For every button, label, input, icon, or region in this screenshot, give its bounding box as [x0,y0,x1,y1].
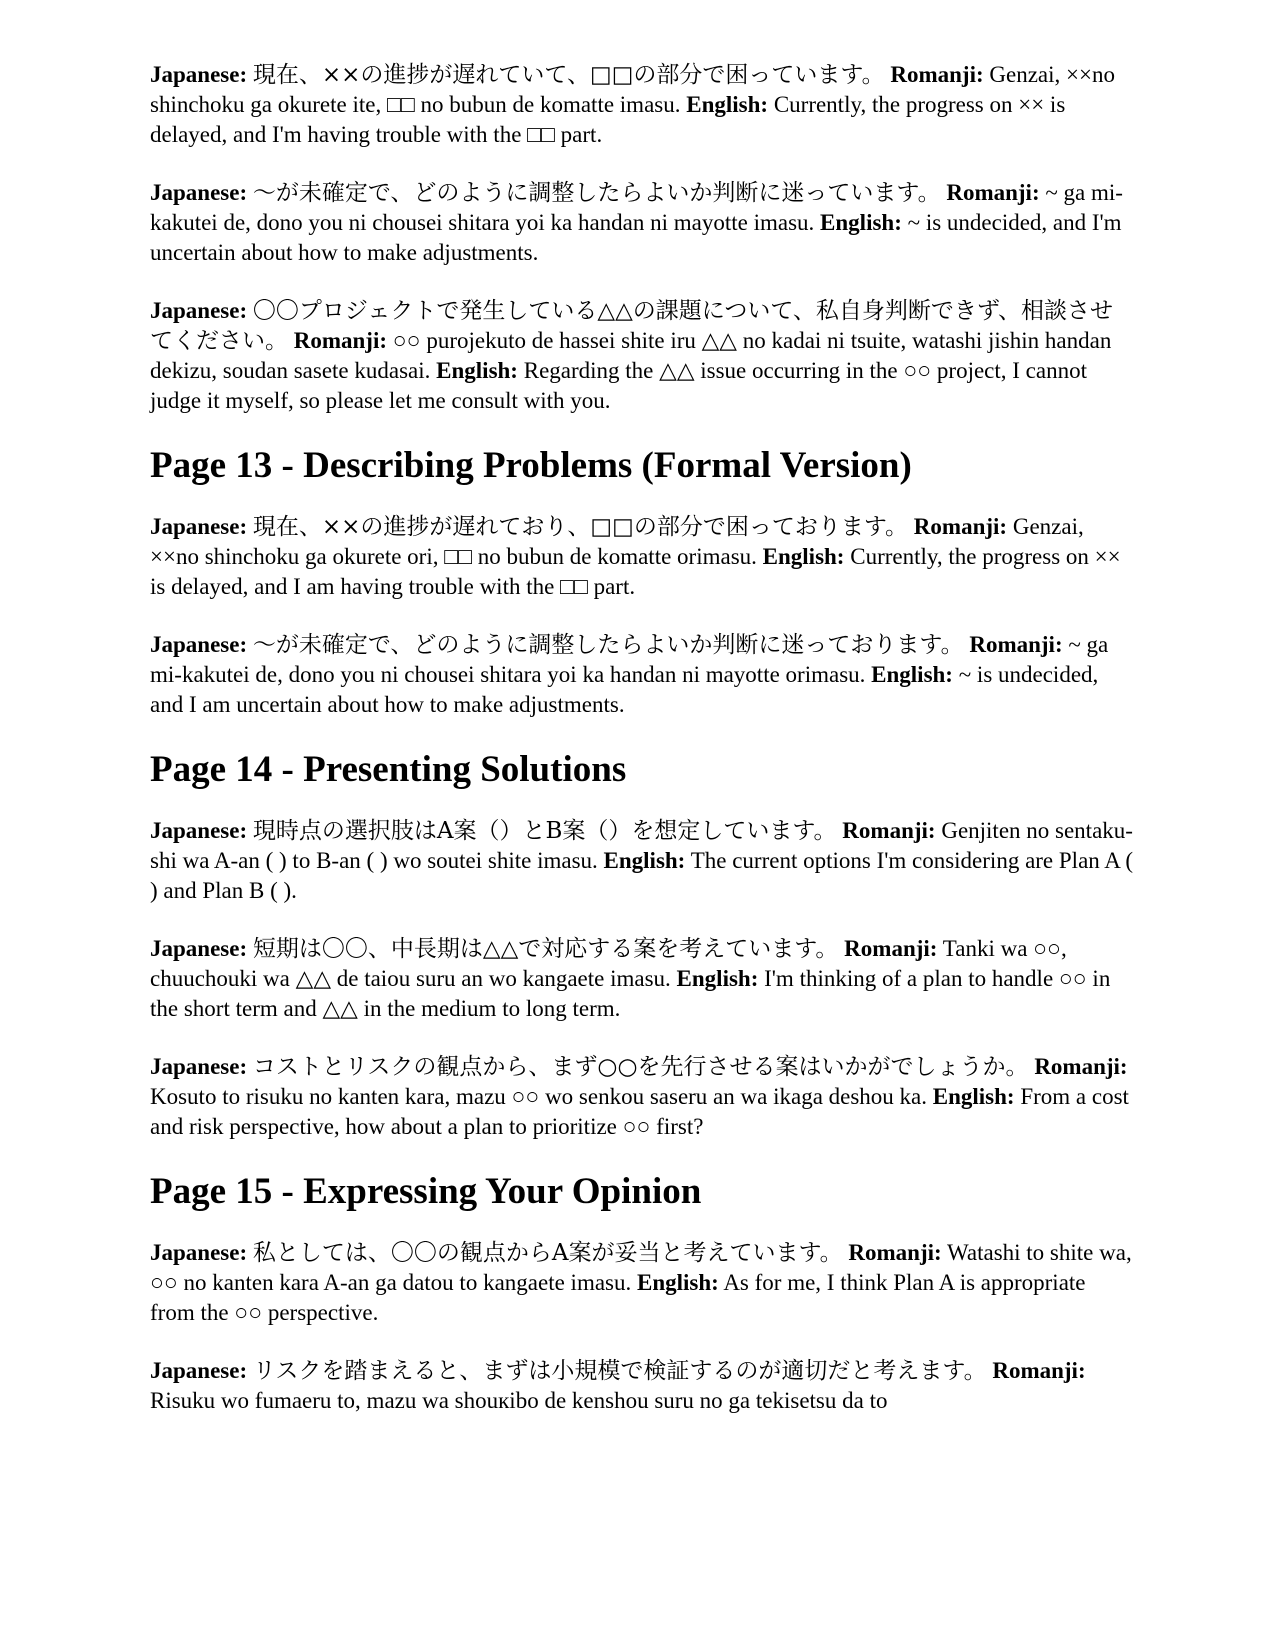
romanji-text: Kosuto to risuku no kanten kara, mazu ○○ wo senkou saseru an wa ikaga deshou ka. [150,1084,928,1109]
romanji-text: Genzai, ××no shinchoku ga okurete ori, □□ no bubun de komatte orimasu. [150,514,1084,569]
romanji-text: Genzai, ××no shinchoku ga okurete ite, □□ no bubun de komatte imasu. [150,62,1115,117]
romanji-label: Romanji: [992,1358,1086,1383]
section-continuation [150,60,1135,416]
english-text: Regarding the △△ issue occurring in the ○○ project, I cannot judge it myself, so please let me consult with you. [150,358,1087,413]
english-text: The current options I'm considering are Plan A ( ) and Plan B ( ). [150,848,1134,903]
english-text: ~ is undecided, and I'm uncertain about how to make adjustments. [150,210,1122,265]
english-text: Currently, the progress on ×× is delayed, and I am having trouble with the □□ part. [150,544,1121,599]
phrase-entry [150,934,1135,1024]
phrase-entry [150,1238,1135,1328]
english-text: From a cost and risk perspective, how about a plan to prioritize ○○ first? [150,1084,1129,1139]
english-label: English: [871,662,953,687]
phrase-entry [150,296,1135,416]
romanji-text: ○○ purojekuto de hassei shite iru △△ no kadai ni tsuite, watashi jishin handan dekizu, soudan sasete kudasai. [150,328,1112,383]
phrase-entry [150,512,1135,602]
phrase-entry [150,816,1135,906]
english-label: English: [436,358,518,383]
romanji-label: Romanji: [844,936,938,961]
english-text: I'm thinking of a plan to handle ○○ in the short term and △△ in the medium to long term. [150,966,1111,1021]
english-label: English: [820,210,902,235]
japanese-text: 短期は〇〇、中長期は△△で対応する案を考えています。 [252,936,839,962]
japanese-label: Japanese: [150,62,248,87]
romanji-label: Romanji: [890,62,984,87]
english-label: English: [762,544,845,569]
japanese-label: Japanese: [150,1358,248,1383]
section-page-15 [150,1170,1135,1416]
section-page-14 [150,748,1135,1142]
section-heading: Page 14 - Presenting Solutions [150,749,627,790]
romanji-label: Romanji: [913,514,1008,539]
japanese-label: Japanese: [150,1240,248,1265]
english-label: English: [637,1270,719,1295]
romanji-text: ~ ga mi-kakutei de, dono you ni chousei shitara yoi ka handan ni mayotte orimasu. [150,632,1109,687]
romanji-text: Watashi to shite wa, ○○ no kanten kara A-an ga datou to kangaete imasu. [150,1240,1132,1295]
romanji-label: Romanji: [293,328,388,353]
phrase-entry [150,1052,1135,1142]
japanese-label: Japanese: [150,298,248,323]
romanji-label: Romanji: [969,632,1063,657]
romanji-text: Tanki wa ○○, chuuchouki wa △△ de taiou suru an wo kangaete imasu. [150,936,1067,991]
romanji-text: Genjiten no sentaku-shi wa A-an ( ) to B-an ( ) wo soutei shite imasu. [150,818,1133,873]
english-label: English: [603,848,686,873]
english-label: English: [686,92,769,117]
japanese-text: コストとリスクの観点から、まず○○を先行させる案はいかがでしょうか。 [252,1054,1029,1080]
japanese-text: 現在、××の進捗が遅れており、□□の部分で困っております。 [252,514,909,540]
romanji-text: ~ ga mi-kakutei de, dono you ni chousei shitara yoi ka handan ni mayotte imasu. [150,180,1123,235]
english-text: As for me, I think Plan A is appropriate from the ○○ perspective. [150,1270,1086,1325]
phrase-entry [150,1356,1135,1416]
romanji-label: Romanji: [946,180,1040,205]
english-text: ~ is undecided, and I am uncertain about how to make adjustments. [150,662,1099,717]
phrase-entry [150,630,1135,720]
japanese-text: 〜が未確定で、どのように調整したらよいか判断に迷っています。 [252,180,941,206]
english-label: English: [932,1084,1015,1109]
japanese-text: 現時点の選択肢はA案（）とB案（）を想定しています。 [252,818,837,844]
japanese-text: 現在、××の進捗が遅れていて、□□の部分で困っています。 [252,62,885,88]
japanese-label: Japanese: [150,1054,248,1079]
japanese-label: Japanese: [150,180,248,205]
romanji-label: Romanji: [1034,1054,1128,1079]
japanese-text: 私としては、〇〇の観点からA案が妥当と考えています。 [252,1240,843,1266]
japanese-label: Japanese: [150,818,248,843]
section-page-13 [150,444,1135,720]
phrase-entry [150,60,1135,150]
japanese-text: リスクを踏まえると、まずは小規模で検証するのが適切だと考えます。 [252,1358,987,1384]
document-page [150,60,1135,1444]
japanese-text: 〜が未確定で、どのように調整したらよいか判断に迷っております。 [252,632,964,658]
japanese-text: 〇〇プロジェクトで発生している△△の課題について、私自身判断できず、相談させてください。 [150,298,1114,354]
english-text: Currently, the progress on ×× is delayed, and I'm having trouble with the □□ part. [150,92,1066,147]
romanji-text: Risuku wo fumaeru to, mazu wa shouкibo de kenshou suru no ga tekisetsu da to [150,1388,888,1413]
romanji-label: Romanji: [842,818,936,843]
section-heading: Page 13 - Describing Problems (Formal Version) [150,445,912,486]
english-label: English: [676,966,759,991]
japanese-label: Japanese: [150,936,248,961]
phrase-entry [150,178,1135,268]
section-heading: Page 15 - Expressing Your Opinion [150,1171,702,1212]
romanji-label: Romanji: [848,1240,942,1265]
japanese-label: Japanese: [150,632,248,657]
japanese-label: Japanese: [150,514,248,539]
